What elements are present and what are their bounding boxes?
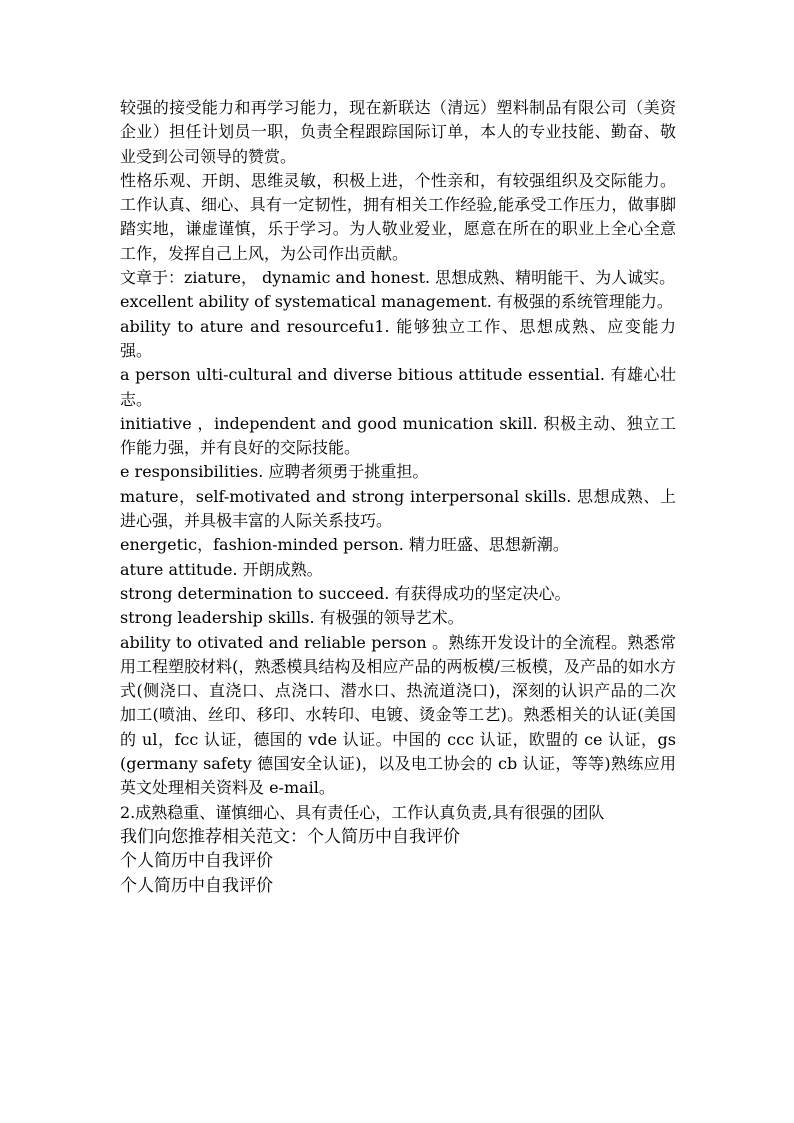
paragraph-2: 性格乐观、开朗、思维灵敏，积极上进，个性亲和，有较强组织及交际能力。工作认真、细心、具有一定韧性，拥有相关工作经验,能承受工作压力，做事脚踏实地，谦虚谨慎，乐于学习。为人敬业爱业，愿意在所在的职业上全心全意工作，发挥自己上风，为公司作出贡献。 (120, 170, 676, 263)
paragraph-5: ability to ature and resourcefu1. 能够独立工作、思想成熟、应变能力强。 (120, 316, 676, 360)
related-recommendation: 我们向您推荐相关范文：个人简历中自我评价 (120, 826, 460, 847)
paragraph-15: 2.成熟稳重、谨慎细心、具有责任心，工作认真负责,具有很强的团队 (120, 802, 605, 822)
related-title-2: 个人简历中自我评价 (120, 875, 273, 896)
paragraph-4: excellent ability of systematical management. 有极强的系统管理能力。 (120, 292, 673, 312)
paragraph-9: mature，self-motivated and strong interpersonal skills. 思想成熟、上进心强，并具极丰富的人际关系技巧。 (120, 486, 676, 531)
paragraph-11: ature attitude. 开朗成熟。 (120, 559, 323, 579)
paragraph-13: strong leadership skills. 有极强的领导艺术。 (120, 608, 464, 628)
paragraph-8: e responsibilities. 应聘者须勇于挑重担。 (120, 462, 429, 482)
paragraph-12: strong determination to succeed. 有获得成功的坚定决心。 (120, 583, 571, 603)
paragraph-7: initiative ，independent and good munication skill. 积极主动、独立工作能力强，并有良好的交际技能。 (120, 413, 676, 458)
paragraph-10: energetic，fashion-minded person. 精力旺盛、思想新潮。 (120, 535, 569, 555)
document-body (120, 96, 676, 898)
paragraph-6: a person ulti-cultural and diverse bitious attitude essential. 有雄心壮志。 (120, 365, 676, 409)
paragraph-1: 较强的接受能力和再学习能力，现在新联达（清远）塑料制品有限公司（美资企业）担任计划员一职，负责全程跟踪国际订单，本人的专业技能、勤奋、敬业受到公司领导的赞赏。 (120, 98, 676, 166)
paragraph-3: 文章于：ziature， dynamic and honest. 思想成熟、精明能干、为人诚实。 (120, 268, 676, 288)
paragraph-14: ability to otivated and reliable person 。熟练开发设计的全流程。熟悉常用工程塑胶材料(，熟悉模具结构及相应产品的两板模/三板模，及产品的如水方式(侧浇口、直浇口、点浇口、潜水口、热流道浇口)，深刻的认识产品的二次加工(喷油、丝印、移印、水转印、电镀、烫金等工艺)。熟悉相关的认证(美国的 ul，fcc 认证，德国的 vde 认证。中国的 ccc 认证，欧盟的 ce 认证，gs(germany safety 德国安全认证)，以及电工协会的 cb 认证，等等)熟练应用英文处理相关资料及 e-mail。 (120, 632, 676, 798)
related-title-1: 个人简历中自我评价 (120, 851, 273, 872)
